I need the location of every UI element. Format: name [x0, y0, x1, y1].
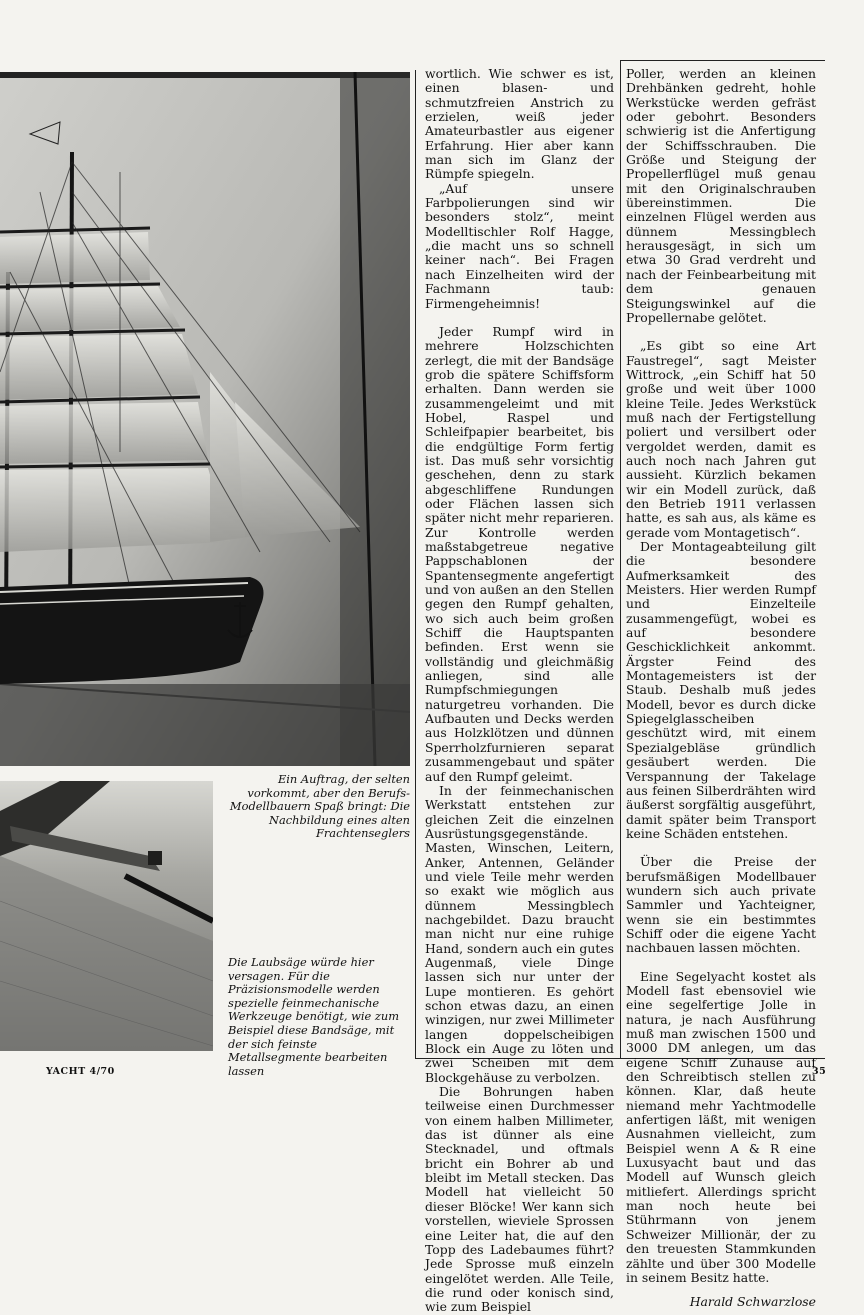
paragraph: „Auf unsere Farbpolierungen sind wir besonders stolz“, meint Modelltischler Rolf Hagge, „die macht uns so schnell keiner nach“. Bei Fragen nach Einzelheiten wird der Fachmann taub: Firmengeheimnis!	[425, 180, 614, 311]
bandsaw-illustration	[0, 781, 213, 1051]
ship-model-photo	[0, 72, 410, 766]
bandsaw-photo	[0, 781, 213, 1051]
paragraph: Die Bohrungen haben teilweise einen Durchmesser von einem halben Millimeter, das ist dünner als eine Stecknadel, und oftmals bricht ein Bohrer ab und bleibt im Metall stecken. Das Modell hat vielleicht 50 dieser Blöcke! Wer kann sich vorstellen, wieviele Sprossen eine Leiter hat, die auf den Topp des Ladebaumes führt? Jede Sprosse muß einzeln eingelötet werden. Alle Teile, die rund oder konisch sind, wie zum Beispiel	[425, 1084, 614, 1315]
paragraph: Eine Segelyacht kostet als Modell fast ebensoviel wie eine segelfertige Jolle in natura, je nach Ausführung muß man zwischen 1500 und 3000 DM anlegen, um das eigene Schiff Zuhause auf den Schreibtisch stellen zu können. Klar, daß heute niemand mehr Yachtmodelle anfertigen läßt, mit wenigen Ausnahmen vielleicht, zum Beispiel wenn A & R eine Luxusyacht baut und das Modell auf Wunsch gleich mitliefert. Allerdings spricht man noch heute bei Stührmann von jenem Schweizer Millionär, der zu den treuesten Stammkunden zählte und über 300 Modelle in seinem Besitz hatte.	[626, 968, 816, 1285]
ship-model-illustration	[0, 72, 410, 766]
paragraph: Über die Preise der berufsmäßigen Modellbauer wundern sich auch private Sammler und Yachteigner, wenn sie ein bestimmtes Schiff oder die eigene Yacht nachbauen lassen möchten.	[626, 854, 816, 956]
ship-photo-caption: Ein Auftrag, der selten vorkommt, aber den Berufs-Modellbauern Spaß bringt: Die Nachbildung eines alten Frachtenseglers	[229, 772, 410, 841]
paragraph: wortlich. Wie schwer es ist, einen blasen- und schmutzfreien Anstrich zu erzielen, weiß jeder Amateurbastler aus eigener Erfahrung. Hier aber kann man sich im Glanz der Rümpfe spiegeln.	[425, 66, 614, 182]
top-rule-right	[620, 60, 825, 61]
paragraph: Jeder Rumpf wird in mehrere Holzschichten zerlegt, die mit der Bandsäge grob die spätere Schiffsform erhalten. Dann werden sie zusammengeleimt und mit Hobel, Raspel und Schleifpapier bearbeitet, bis die endgültige Form fertig ist. Das muß sehr vorsichtig geschehen, denn zu stark abgeschliffene Rundungen oder Flächen lassen sich später nicht mehr reparieren. Zur Kontrolle werden maßstabgetreue negative Pappschablonen der Spantensegmente angefertigt und von außen an den Stellen gegen den Rumpf gehalten, wo sich auch beim großen Schiff die Hauptspanten befinden. Erst wenn sie vollständig und gleichmäßig anliegen, sind alle Rumpfschmiegungen naturgetreu vorhanden. Die Aufbauten und Decks werden aus Holzklötzen und dünnen Sperrholzfurnieren separat zusammengebaut und später auf den Rumpf geleimt.	[425, 323, 614, 784]
article-column-middle	[425, 67, 614, 1315]
paragraph: „Es gibt so eine Art Faustregel“, sagt Meister Wittrock, „ein Schiff hat 50 große und weit über 1000 kleine Teile. Jedes Werkstück muß nach der Fertigstellung poliert und versilbert oder vergoldet werden, damit es auch noch nach Jahren gut aussieht. Kürzlich bekamen wir ein Modell zurück, daß den Betrieb 1911 verlassen hatte, es sah aus, als käme es gerade vom Montagetisch“.	[626, 338, 816, 540]
bandsaw-photo-caption: Die Laubsäge würde hier versagen. Für die Präzisionsmodelle werden spezielle feinmechanische Werkzeuge benötigt, wie zum Beispiel diese Bandsäge, mit der sich feinste Metallsegmente bearbeiten lassen	[228, 955, 400, 1078]
paragraph: Poller, werden an kleinen Drehbänken gedreht, hohle Werkstücke werden gefräst oder gebohrt. Besonders schwierig ist die Anfertigung der Schiffsschrauben. Die Größe und Steigung der Propellerflügel muß genau mit den Originalschrauben übereinstimmen. Die einzelnen Flügel werden aus dünnem Messingblech herausgesägt, in sich um etwa 30 Grad verdreht und nach der Feinbearbeitung mit dem genauen Steigungswinkel auf die Propellernabe gelötet.	[626, 66, 816, 325]
paragraph: Der Montageabteilung gilt die besondere Aufmerksamkeit des Meisters. Hier werden Rumpf und Einzelteile zusammengefügt, wobei es auf besondere Geschicklichkeit ankommt. Ärgster Feind des Montagemeisters ist der Staub. Deshalb muß jedes Modell, bevor es durch dicke Spiegelglasscheiben geschützt wird, mit einem Spezialgebläse gründlich gesäubert werden. Die Verspannung der Takelage aus feinen Silberdrähten wird äußerst sorgfältig ausgeführt, damit später beim Transport keine Schäden entstehen.	[626, 539, 816, 841]
footer-page-number: 35	[812, 1066, 827, 1077]
paragraph: In der feinmechanischen Werkstatt entstehen zur gleichen Zeit die einzelnen Ausrüstungsgegenstände. Masten, Winschen, Leitern, Anker, Antennen, Geländer und viele Teile mehr werden so exakt wie möglich aus dünnem Messingblech nachgebildet. Dazu braucht man nicht nur eine ruhige Hand, sondern auch ein gutes Augenmaß, viele Dinge lassen sich nur unter der Lupe montieren. Es gehört schon etwas dazu, an einen winzigen, nur zwei Millimeter langen doppelscheibigen Block ein Auge zu löten und zwei Scheiben mit dem Blockgehäuse zu verbolzen.	[425, 782, 614, 1085]
column-rule-left	[415, 70, 416, 1058]
footer-magazine-issue: YACHT 4/70	[46, 1066, 115, 1077]
column-rule-right	[620, 60, 621, 1058]
article-column-right	[626, 67, 816, 1310]
author-signature: Harald Schwarzlose	[689, 1294, 816, 1310]
